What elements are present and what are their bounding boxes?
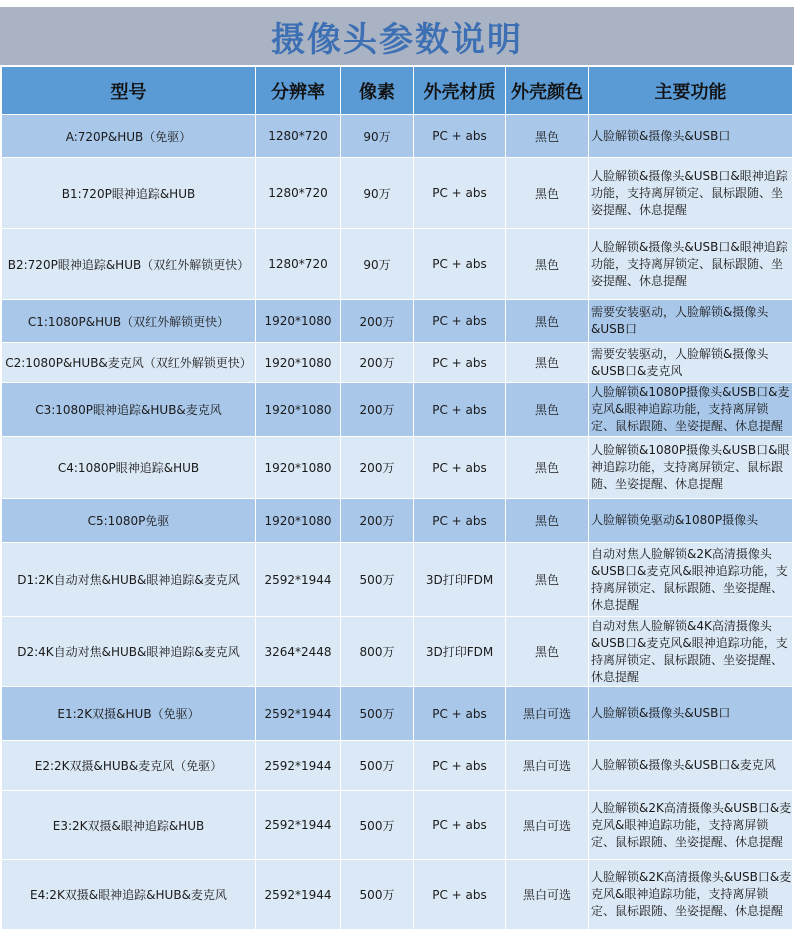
title-bar	[0, 7, 794, 65]
cell-function: 人脸解锁&摄像头&USB口	[589, 115, 793, 158]
table-row	[2, 617, 793, 687]
cell-material: PC + abs	[414, 860, 506, 930]
table-row	[2, 437, 793, 499]
cell-function: 人脸解锁&2K高清摄像头&USB口&麦克风&眼神追踪功能，支持离屏锁定、鼠标跟随、坐姿提醒、休息提醒	[589, 860, 793, 930]
cell-pixels: 200万	[341, 499, 414, 543]
table-row	[2, 383, 793, 437]
cell-resolution: 1920*1080	[256, 300, 341, 343]
cell-pixels: 500万	[341, 687, 414, 741]
table-row	[2, 860, 793, 930]
cell-resolution: 1280*720	[256, 229, 341, 300]
cell-resolution: 3264*2448	[256, 617, 341, 687]
cell-resolution: 2592*1944	[256, 687, 341, 741]
cell-color: 黑色	[506, 383, 589, 437]
cell-resolution: 2592*1944	[256, 791, 341, 860]
cell-resolution: 2592*1944	[256, 860, 341, 930]
table-row	[2, 791, 793, 860]
cell-color: 黑色	[506, 229, 589, 300]
header-model: 型号	[2, 67, 256, 115]
cell-material: PC + abs	[414, 383, 506, 437]
table-row	[2, 115, 793, 158]
cell-resolution: 1920*1080	[256, 383, 341, 437]
cell-model: E1:2K双摄&HUB（免驱）	[2, 687, 256, 741]
cell-pixels: 500万	[341, 791, 414, 860]
cell-model: C4:1080P眼神追踪&HUB	[2, 437, 256, 499]
cell-color: 黑色	[506, 437, 589, 499]
cell-function: 人脸解锁&摄像头&USB口&眼神追踪功能，支持离屏锁定、鼠标跟随、坐姿提醒、休息提醒	[589, 229, 793, 300]
table-row	[2, 499, 793, 543]
header-pixels: 像素	[341, 67, 414, 115]
cell-material: PC + abs	[414, 115, 506, 158]
cell-model: E4:2K双摄&眼神追踪&HUB&麦克风	[2, 860, 256, 930]
cell-function: 需要安装驱动，人脸解锁&摄像头&USB口	[589, 300, 793, 343]
cell-material: PC + abs	[414, 229, 506, 300]
cell-color: 黑色	[506, 499, 589, 543]
cell-model: D2:4K自动对焦&HUB&眼神追踪&麦克风	[2, 617, 256, 687]
cell-color: 黑色	[506, 300, 589, 343]
cell-pixels: 90万	[341, 158, 414, 229]
cell-color: 黑白可选	[506, 687, 589, 741]
cell-model: A:720P&HUB（免驱）	[2, 115, 256, 158]
spec-table	[1, 66, 793, 930]
header-material: 外壳材质	[414, 67, 506, 115]
table-row	[2, 300, 793, 343]
cell-material: 3D打印FDM	[414, 543, 506, 617]
table-row	[2, 543, 793, 617]
table-row	[2, 343, 793, 383]
cell-model: D1:2K自动对焦&HUB&眼神追踪&麦克风	[2, 543, 256, 617]
cell-pixels: 90万	[341, 229, 414, 300]
cell-function: 需要安装驱动，人脸解锁&摄像头&USB口&麦克风	[589, 343, 793, 383]
cell-pixels: 500万	[341, 543, 414, 617]
cell-pixels: 200万	[341, 343, 414, 383]
cell-function: 人脸解锁&摄像头&USB口&眼神追踪功能，支持离屏锁定、鼠标跟随、坐姿提醒、休息提醒	[589, 158, 793, 229]
cell-material: PC + abs	[414, 158, 506, 229]
cell-model: C2:1080P&HUB&麦克风（双红外解锁更快）	[2, 343, 256, 383]
cell-material: PC + abs	[414, 499, 506, 543]
cell-function: 人脸解锁免驱动&1080P摄像头	[589, 499, 793, 543]
cell-material: PC + abs	[414, 343, 506, 383]
cell-color: 黑色	[506, 115, 589, 158]
table-row	[2, 687, 793, 741]
cell-pixels: 200万	[341, 383, 414, 437]
table-row	[2, 229, 793, 300]
header-function: 主要功能	[589, 67, 793, 115]
cell-color: 黑色	[506, 158, 589, 229]
table-row	[2, 741, 793, 791]
cell-color: 黑白可选	[506, 791, 589, 860]
table-row	[2, 158, 793, 229]
cell-model: C5:1080P免驱	[2, 499, 256, 543]
cell-model: E2:2K双摄&HUB&麦克风（免驱）	[2, 741, 256, 791]
cell-resolution: 1280*720	[256, 115, 341, 158]
cell-function: 人脸解锁&1080P摄像头&USB口&麦克风&眼神追踪功能，支持离屏锁定、鼠标跟随、坐姿提醒、休息提醒	[589, 383, 793, 437]
cell-material: 3D打印FDM	[414, 617, 506, 687]
cell-model: C3:1080P眼神追踪&HUB&麦克风	[2, 383, 256, 437]
cell-pixels: 500万	[341, 860, 414, 930]
cell-resolution: 1920*1080	[256, 343, 341, 383]
cell-material: PC + abs	[414, 791, 506, 860]
cell-resolution: 2592*1944	[256, 543, 341, 617]
cell-model: C1:1080P&HUB（双红外解锁更快）	[2, 300, 256, 343]
page-title: 摄像头参数说明	[271, 19, 523, 60]
cell-material: PC + abs	[414, 437, 506, 499]
cell-color: 黑色	[506, 617, 589, 687]
cell-function: 人脸解锁&2K高清摄像头&USB口&麦克风&眼神追踪功能，支持离屏锁定、鼠标跟随、坐姿提醒、休息提醒	[589, 791, 793, 860]
cell-material: PC + abs	[414, 741, 506, 791]
cell-model: B2:720P眼神追踪&HUB（双红外解锁更快）	[2, 229, 256, 300]
cell-color: 黑色	[506, 543, 589, 617]
cell-material: PC + abs	[414, 687, 506, 741]
cell-function: 自动对焦人脸解锁&4K高清摄像头&USB口&麦克风&眼神追踪功能，支持离屏锁定、鼠标跟随、坐姿提醒、休息提醒	[589, 617, 793, 687]
cell-material: PC + abs	[414, 300, 506, 343]
table-header-row	[2, 67, 793, 115]
cell-color: 黑白可选	[506, 741, 589, 791]
table-body	[2, 115, 793, 930]
cell-color: 黑色	[506, 343, 589, 383]
cell-pixels: 200万	[341, 437, 414, 499]
cell-pixels: 500万	[341, 741, 414, 791]
cell-function: 人脸解锁&摄像头&USB口	[589, 687, 793, 741]
cell-pixels: 90万	[341, 115, 414, 158]
cell-color: 黑白可选	[506, 860, 589, 930]
cell-model: B1:720P眼神追踪&HUB	[2, 158, 256, 229]
header-resolution: 分辨率	[256, 67, 341, 115]
cell-pixels: 200万	[341, 300, 414, 343]
cell-resolution: 1280*720	[256, 158, 341, 229]
cell-resolution: 2592*1944	[256, 741, 341, 791]
header-color: 外壳颜色	[506, 67, 589, 115]
cell-resolution: 1920*1080	[256, 499, 341, 543]
cell-function: 人脸解锁&摄像头&USB口&麦克风	[589, 741, 793, 791]
cell-pixels: 800万	[341, 617, 414, 687]
cell-resolution: 1920*1080	[256, 437, 341, 499]
cell-function: 人脸解锁&1080P摄像头&USB口&眼神追踪功能，支持离屏锁定、鼠标跟随、坐姿提醒、休息提醒	[589, 437, 793, 499]
cell-model: E3:2K双摄&眼神追踪&HUB	[2, 791, 256, 860]
cell-function: 自动对焦人脸解锁&2K高清摄像头&USB口&麦克风&眼神追踪功能，支持离屏锁定、鼠标跟随、坐姿提醒、休息提醒	[589, 543, 793, 617]
